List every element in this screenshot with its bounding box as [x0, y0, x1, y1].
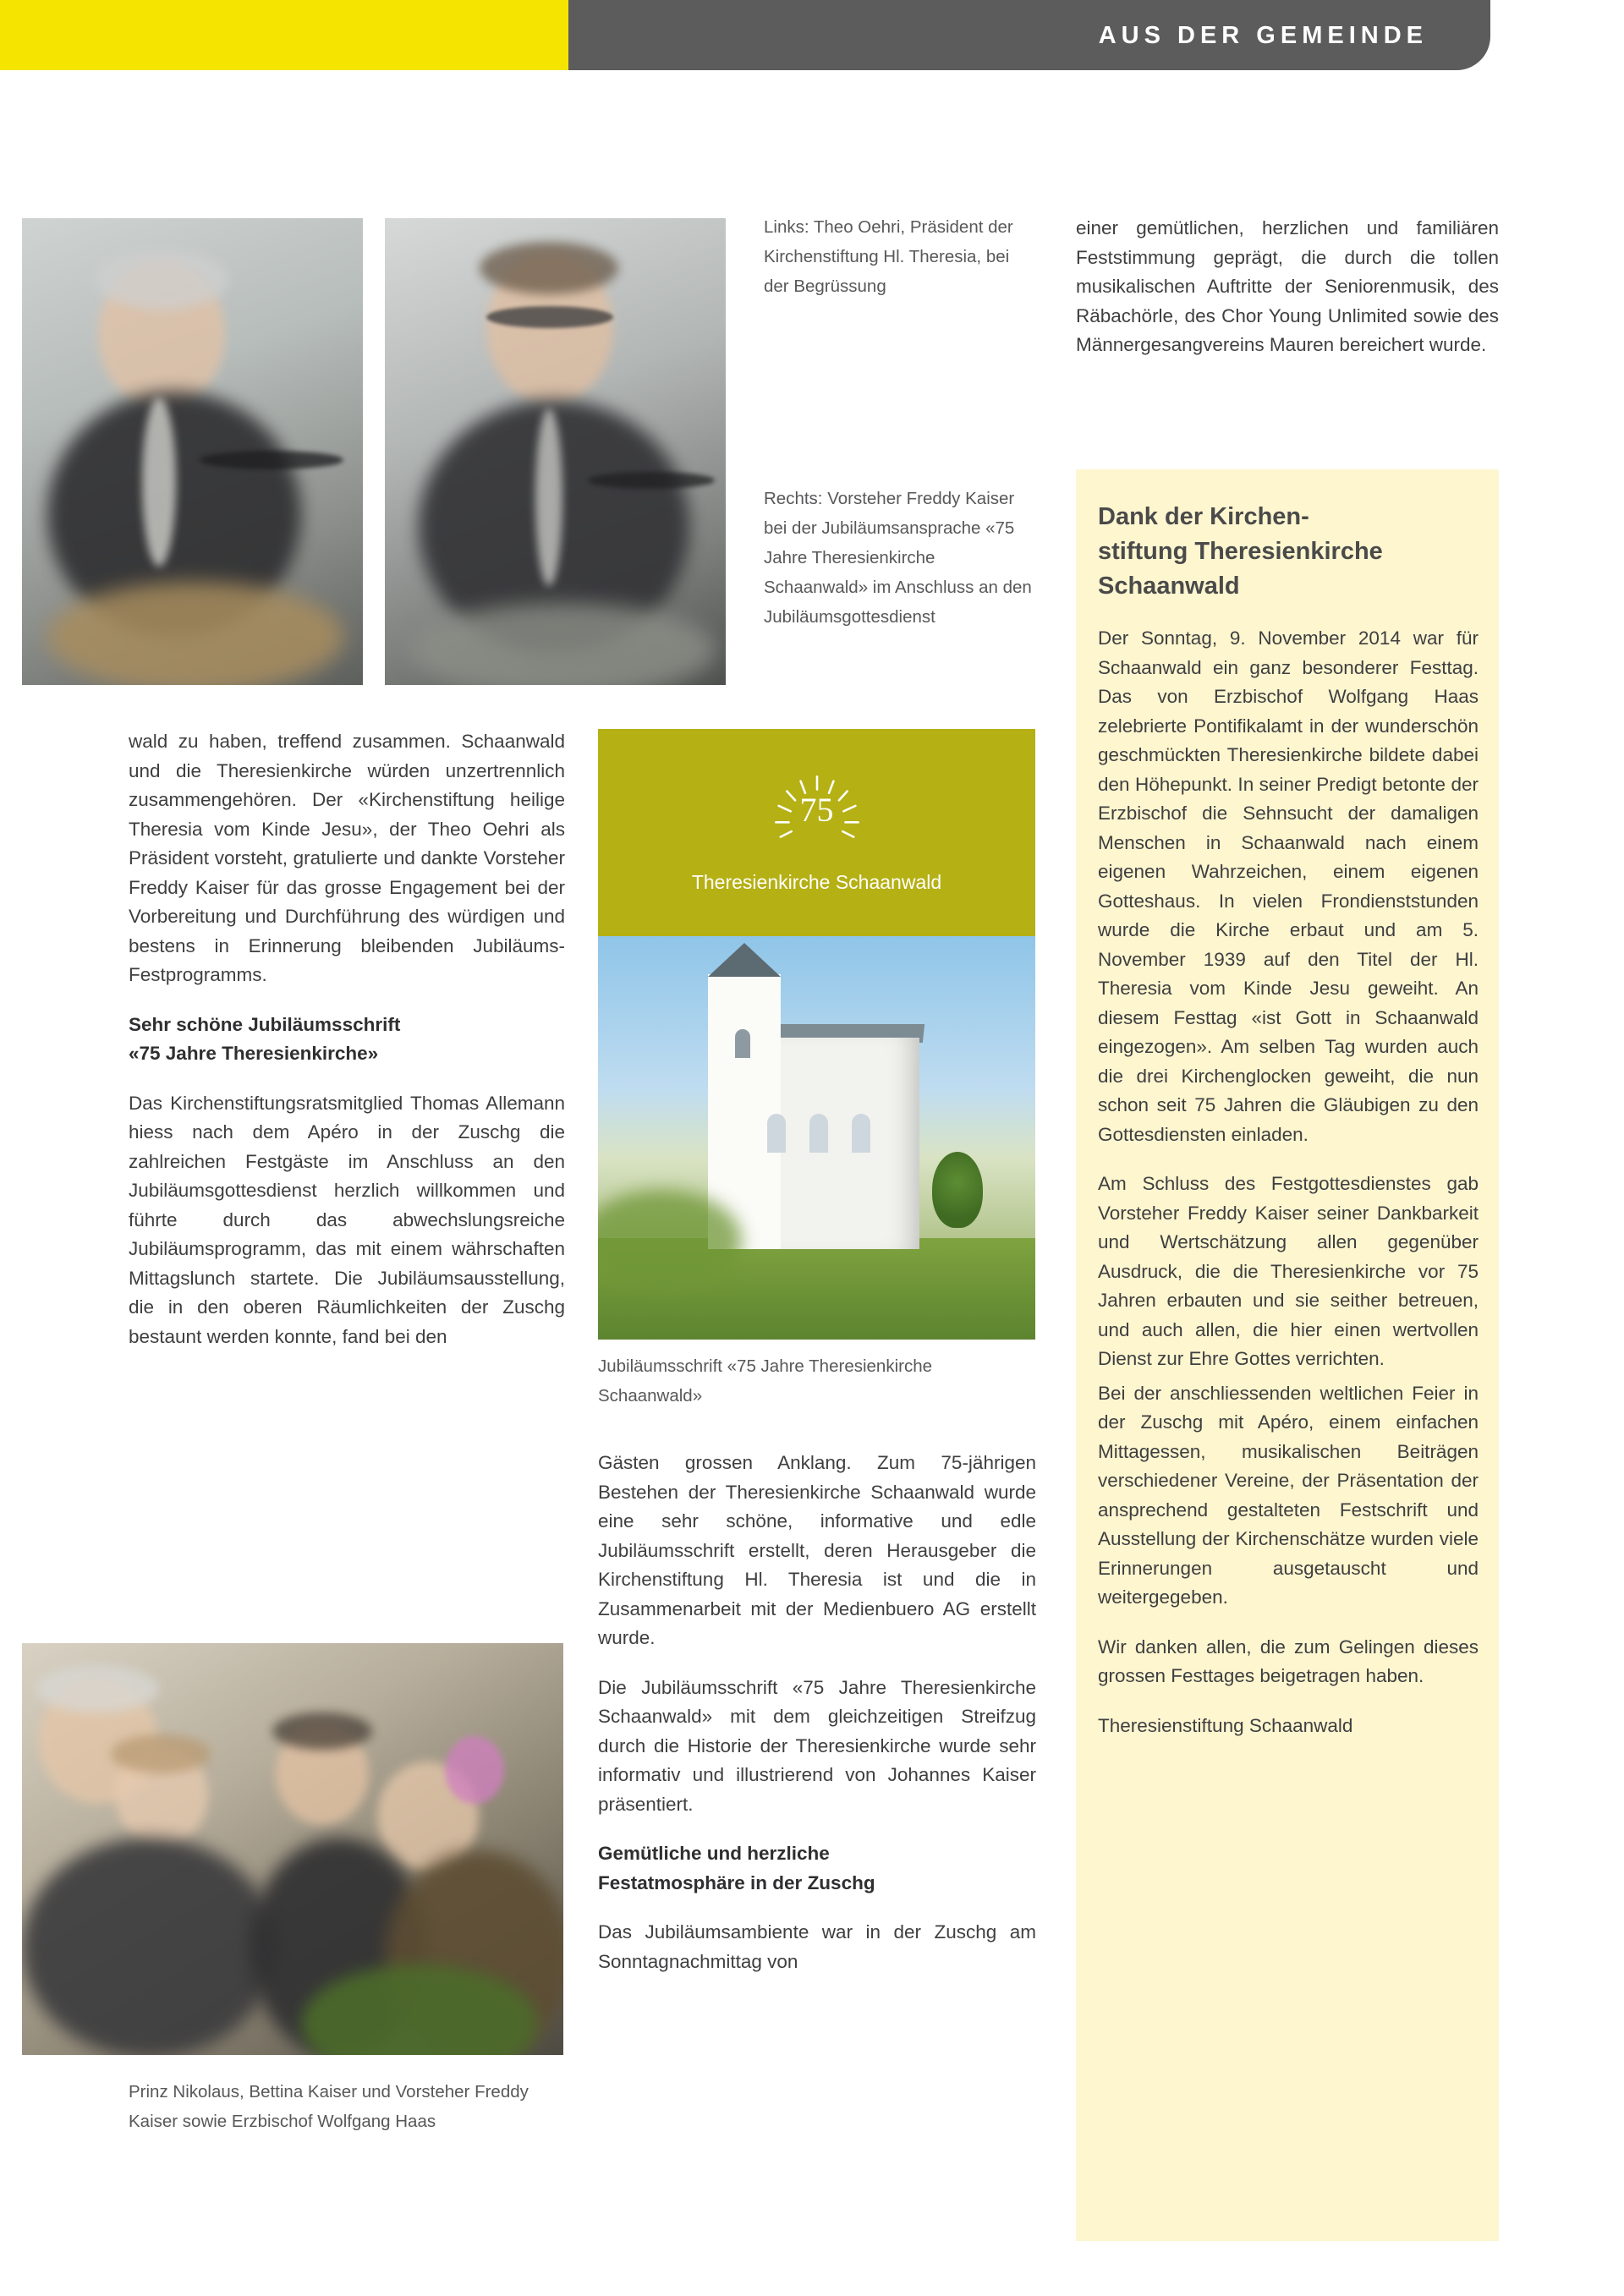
page-title: AUS DER GEMEINDE [1098, 22, 1428, 49]
church-window-2 [809, 1114, 828, 1153]
column-right-top-text: einer gemütlichen, herzlichen und familiären Feststimmung geprägt, die durch die tollen musikalischen Auftritte der Seniorenmusik, des Räbachörle, des Chor Young Unlimited sowie des Männergesangvereins Mauren bereichert wurde. [1076, 217, 1499, 355]
sidebar-body [1098, 624, 1479, 1740]
page-header [0, 0, 1624, 70]
sidebar-paragraph-2: Am Schluss des Festgottesdienstes gab Vorsteher Freddy Kaiser seiner Dankbarkeit und Wertschätzung allen gegenüber Ausdruck, die die Theresienkirche vor 75 Jahren erbauten und sie seither betreuen, und auch allen, die hier einen wertvollen Dienst zur Ehre Gottes verrichten. [1098, 1173, 1479, 1369]
sidebar-title-line2: stiftung Theresienkirche [1098, 538, 1383, 565]
middle-subhead [598, 1839, 1036, 1898]
sidebar-paragraph-4: Wir danken allen, die zum Gelingen dieses grossen Festtages beigetragen haben. [1098, 1636, 1479, 1686]
middle-paragraph-1: Gästen grossen Anklang. Zum 75-jährigen Bestehen der Theresienkirche Schaanwald wurde eine sehr schöne, informative und edle Jubiläumsschrift erstellt, deren Herausgeber die Kirchenstiftung Hl. Theresia ist und die in Zusammenarbeit mit der Medienbuero AG erstellt wurde. [598, 1452, 1036, 1648]
left-paragraph-1: wald zu haben, treffend zusammen. Schaanwald und die Theresienkirche würden unzertrennlich zusammengehören. Der «Kirchenstiftung heilige Theresia vom Kinde Jesu», der Theo Oehri als Präsident vorsteht, gratulierte und dankte Vorsteher Freddy Kaiser für das grosse Engagement bei der Vorbereitung und Durchführung des würdigen und bestens in Erinnerung bleibenden Jubiläums-Festprogramms. [129, 731, 565, 985]
column-middle-text [598, 1449, 1036, 1976]
sidebar-paragraph-1: Der Sonntag, 9. November 2014 war für Schaanwald ein ganz besonderer Festtag. Das von Erzbischof Wolfgang Haas zelebrierte Pontifikalamt in der wunderschön geschmückten Theresienkirche bildete dabei den Höhepunkt. In seiner Predigt betonte der Erzbischof die Sehnsucht der damaligen Menschen in Schaanwald nach einem eigenen Wahrzeichen, einem eigenen Gotteshaus. In vielen Frondienststunden wurde die Kirche erbaut und am 5. November 1939 auf den Titel der Hl. Theresia vom Kinde Jesu geweiht. An diesem Festtag «ist Gott in Schaanwald eingezogen». Am selben Tag wurden auch die drei Kirchenglocken geweiht, die nun schon seit 75 Jahren die Gläubigen zu den Gottesdiensten einladen. [1098, 627, 1479, 1145]
church-window-3 [852, 1114, 870, 1153]
caption-jubilee-book: Jubiläumsschrift «75 Jahre Theresienkirche Schaanwald» [598, 1356, 933, 1406]
caption-left-photo: Links: Theo Oehri, Präsident der Kirchenstiftung Hl. Theresia, bei der Begrüssung [764, 217, 1013, 296]
left-subhead [129, 1011, 565, 1069]
photo-prinz-nikolaus-group [22, 1643, 563, 2055]
sidebar-title-line3: Schaanwald [1098, 573, 1240, 600]
church-spire [708, 943, 781, 977]
photo-theresienkirche [598, 936, 1035, 1340]
caption-bottom-photo: Prinz Nikolaus, Bettina Kaiser und Vorsteher Freddy Kaiser sowie Erzbischof Wolfgang Haas [129, 2082, 529, 2131]
header-yellow-block [0, 0, 568, 70]
middle-subhead-line2: Festatmosphäre in der Zuschg [598, 1871, 875, 1893]
photo-freddy-kaiser [385, 218, 726, 685]
jubilee-cover-label: Theresienkirche Schaanwald [691, 871, 942, 893]
jubilee-number: 75 [799, 791, 834, 829]
church-window-1 [767, 1114, 786, 1153]
photo-theo-oehri [22, 218, 363, 685]
middle-paragraph-3: Das Jubiläumsambiente war in der Zuschg am Sonntagnachmittag von [598, 1921, 1036, 1972]
sidebar-yellow-box [1076, 469, 1499, 2241]
sidebar-title-line1: Dank der Kirchen- [1098, 503, 1309, 530]
tree-right [932, 1152, 983, 1228]
left-paragraph-2: Das Kirchenstiftungsratsmitglied Thomas Allemann hiess nach dem Apéro in der Zuschg die zahlreichen Festgäste im Anschluss an den Jubiläumsgottesdienst herzlich willkommen und führte durch das abwechslungsreiche Jubiläumsprogramm, das mit einem währschaften Mittagslunch startete. Die Jubiläumsausstellung, die in den oberen Räumlichkeiten der Zuschg bestaunt werden konnte, fand bei den [129, 1092, 565, 1347]
jubilee-book-cover [598, 729, 1035, 936]
middle-subhead-line1: Gemütliche und herzliche [598, 1843, 830, 1864]
left-subhead-line2: «75 Jahre Theresienkirche» [129, 1043, 379, 1064]
tower-window [735, 1029, 750, 1058]
caption-right-photo: Rechts: Vorsteher Freddy Kaiser bei der Jubiläumsansprache «75 Jahre Theresienkirche Schaanwald» im Anschluss an den Jubiläumsgottesdienst [764, 489, 1032, 627]
sidebar-paragraph-3: Bei der anschliessenden weltlichen Feier in der Zuschg mit Apéro, einem einfachen Mittagessen, musikalischen Beiträgen verschiedener Vereine, der Präsentation der ansprechend gestalteten Festschrift und Ausstellung der Kirchenschätze wurden viele Erinnerungen ausgetauscht und weitergegeben. [1098, 1382, 1479, 1608]
sidebar-title [1098, 500, 1479, 604]
column-left-text [129, 727, 565, 1351]
middle-paragraph-2: Die Jubiläumsschrift «75 Jahre Theresienkirche Schaanwald» mit dem gleichzeitigen Streifzug durch die Historie der Theresienkirche wurde sehr informativ und illustrierend von Johannes Kaiser präsentiert. [598, 1676, 1036, 1815]
page-number: 43 [1555, 2222, 1582, 2247]
sidebar-signature: Theresienstiftung Schaanwald [1098, 1714, 1353, 1736]
left-subhead-line1: Sehr schöne Jubiläumsschrift [129, 1013, 401, 1035]
